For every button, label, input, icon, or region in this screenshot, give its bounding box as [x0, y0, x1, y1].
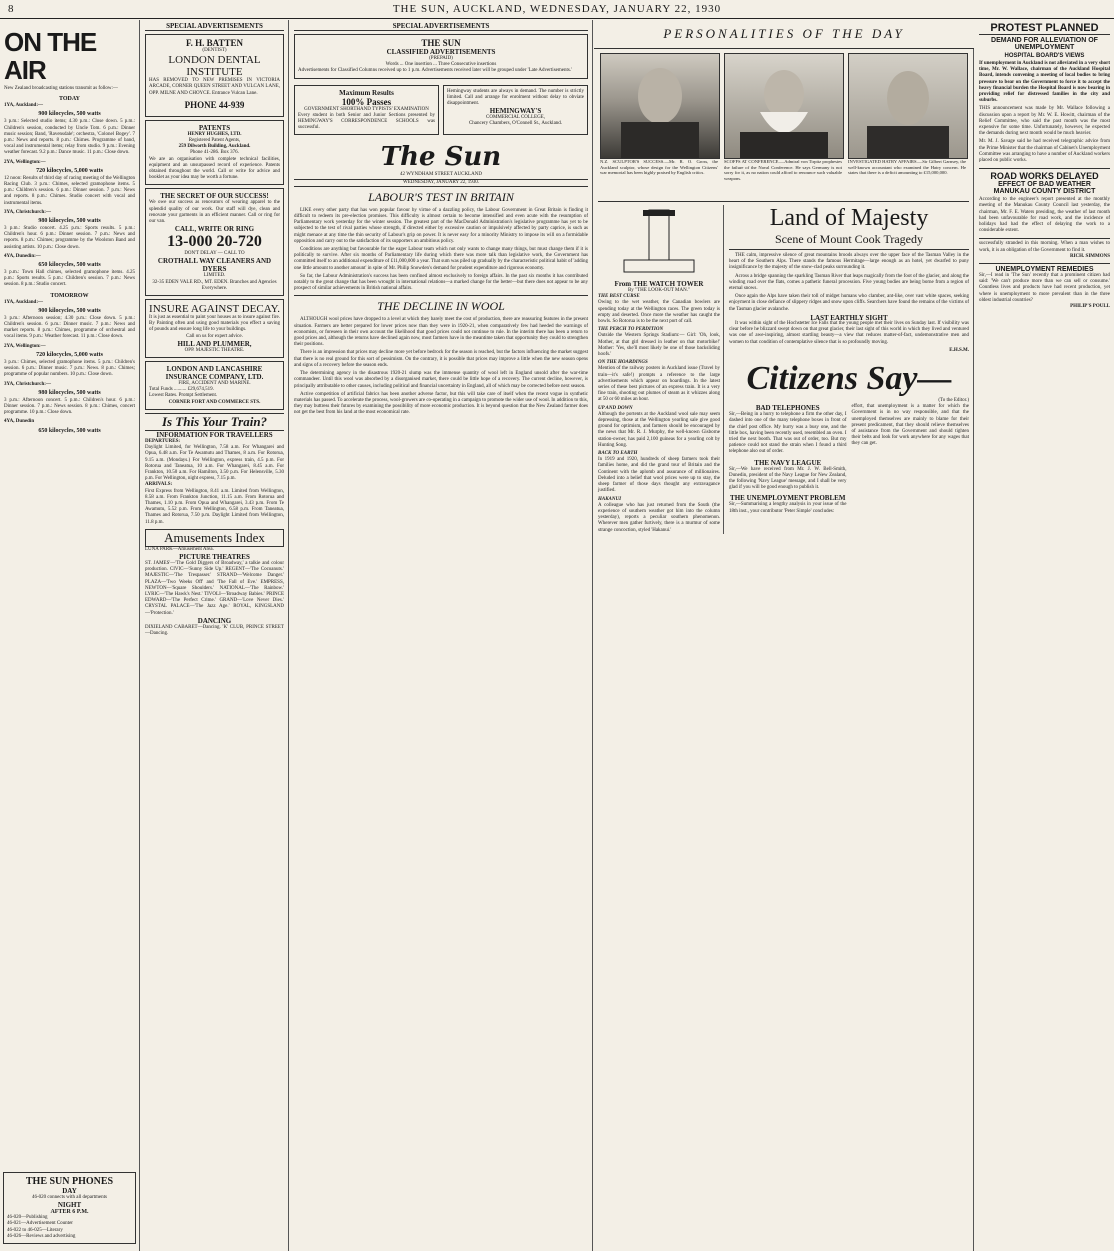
manukau-heading: MANUKAU COUNTY DISTRICT	[993, 188, 1096, 196]
patents-sub: Registered Patent Agents,	[188, 138, 241, 144]
backtoearth-body: In 1919 and 1920, hundreds of sheep farmers took their families home, and did the grand tour of Britain and the Continent with the aplomb and assurance of millionaires. Deluded into a belief that wool prices were up to stay, the sheep farmer of those days thought any extravagance justified.	[598, 457, 720, 494]
stamp-letter: successfully stranded in this morning. When a man wishes to work, it is an obligation of the Government to find it.	[979, 238, 1110, 253]
broadcast-intro: New Zealand broadcasting stations transmit as follow:—	[4, 86, 118, 91]
sun-phones-title: THE SUN PHONES	[25, 1175, 114, 1187]
max-results: Maximum Results	[339, 88, 394, 97]
hemingway-name: HEMINGWAY'S	[489, 107, 542, 116]
photo-row	[598, 51, 969, 201]
station-1ya-today: 1YA, Auckland:—	[4, 103, 43, 109]
arrivals-body: First Express from Wellington, 8.41 a.m. Limited from Wellington, 8.58 a.m. From Frankton Junction, 11.15 a.m. From Rotorua and Thames, 1.10 p.m. From Opua and Whangarei, 3.43 p.m. From Te Awamutu, 5.52 p.m. From Wellington, 6.58 p.m. From Taneatua, Thames and Rotorua, 7.50 p.m. Daylight Limited from Wellington, 11.8 p.m.	[145, 488, 284, 525]
batten-name: F. H. BATTEN	[185, 38, 243, 48]
column-special-ads	[141, 20, 289, 1251]
column-editorial	[290, 20, 593, 1251]
classified-title: THE SUN	[421, 38, 461, 48]
column-news	[975, 20, 1114, 1251]
remedies-signature: PHILIP'S POULL	[1070, 304, 1110, 310]
sun-phones-box	[3, 1172, 136, 1244]
letters-continued: effort, that unemployment is a matter for which the Government is in no way responsible, and that the unemployed themselves are mainly to blame for their present predicament, that they should relieve themselves of assistance from the Government and should tighten their belts and look for work anywhere for any wages that they can get.	[851, 404, 969, 447]
road-works-sub: EFFECT OF BAD WEATHER	[998, 181, 1091, 189]
watch-tower-column	[598, 205, 724, 534]
secret-body: We owe our success as renovators of wearing apparel to the splendid quality of our work. Our staff will dye, clean and renovate your garments in an efficient manner. Call or ring for our van.	[149, 200, 280, 225]
watch-tower-icon	[619, 205, 699, 275]
watch-tower-label: From THE WATCH TOWER	[614, 280, 704, 288]
perdition-heading: THE PERCH TO PERDITION	[598, 327, 664, 333]
protest-heading: PROTEST PLANNED	[979, 22, 1110, 35]
station-3ya-tomorrow-kc: 980 kilocycles, 500 watts	[38, 389, 101, 396]
navy-league-heading: THE NAVY LEAGUE	[754, 458, 822, 467]
majesty-para: Across a bridge spanning the sparkling Tasman River that leaps magically from the foot of the glacier, and along the winding road over the flats, comes a pathetic funeral procession. Five young bodies are being borne from a region of eternal snows.	[729, 273, 969, 292]
classified-note: Advertisements for Classified Columns received up to 1 p.m. Advertisements received later will be grouped under 'Late Advertisements.'	[298, 68, 572, 74]
portrait-tirpitz-icon	[725, 54, 843, 158]
features-lower	[598, 201, 969, 534]
labour-para: So far, the Labour Administration's success has been confined almost exclusively to foreign affairs. In the past six months it has contributed notably to the great change that has been wrought in international relations—a marked change for the better—but there does not appear to be any prospect of similar achievements in British national affairs.	[294, 273, 588, 292]
patents-body: We are an organisation with complete technical facilities, equipment and an unsurpassed record of experience. Patents obtained throughout the world. Call or write for advice and booklet as your idea may be worth a fortune.	[149, 156, 280, 181]
protest-lead: If unemployment in Auckland is not alleviated in a very short time, Mr. W. Wallace, chairman of the Auckland Hospital Board, intends convening a meeting of local bodies to bring pressure to bear on the Government to force it to accept the heavy financial burden the Hospital Board is now bearing in providing relief for distressed families in the city and suburbs.	[979, 61, 1110, 104]
wool-para: The determining agency in the disastrous 1920-21 slump was the immense quantity of wool left in England unsold after the war-time commandeer. Until this wool was absorbed by a disorganised market, there could be little hope of a recovery. The current decline, however, is principally attributable to other causes, including political and financial uncertainty in England, all of which may be corrected before next season.	[294, 371, 588, 389]
last-sight-heading: LAST EARTHLY SIGHT	[810, 313, 888, 322]
hemingway-results-ad	[294, 85, 439, 136]
personalities-banner: PERSONALITIES OF THE DAY	[594, 20, 974, 49]
sun-phone-line: 46-021—Advertisement Counter	[7, 1221, 73, 1227]
insure-ad	[145, 299, 284, 358]
unemployment-problem-body: Sir,—Summarising a lengthy analysis in your issue of the 18th inst., your contributor 'Peter Simple' concludes:	[729, 502, 847, 514]
pictures-heading: PICTURE THEATRES	[179, 552, 250, 561]
majesty-para: THE calm, impressive silence of great mountains broods always over the upper face of the Tasman Valley in the heart of the Southern Alps. There stands the famous Hermitage—large enough as an hotel, yet dwarfed to puny insignificance by the majesty of the snow-clad peaks surrounding it.	[729, 253, 969, 271]
station-3ya-tomorrow: 3YA, Christchurch:—	[4, 381, 51, 387]
letters-left	[729, 404, 847, 515]
labour-heading: LABOUR'S TEST IN BRITAIN	[368, 189, 514, 204]
classified-sub: CLASSIFIED ADVERTISEMENTS	[386, 48, 496, 56]
station-2ya-body: 12 noon: Results of third day of racing meeting of the Wellington Racing Club. 3 p.m.: Chimes, selected gramophone items. 5 p.m.: Children's session. 6 p.m.: Dinner session. 7 p.m.: News and reports. 8 p.m.: Chimes. Studio concert with vocal and instrumental items.	[4, 175, 135, 206]
patents-address: 259 Dilworth Building, Auckland.	[178, 144, 251, 150]
station-3ya-kc: 980 kilocycles, 500 watts	[38, 218, 101, 225]
hakanui-body: A colleague who has just returned from the South (the experience of southern weather got him into the column yesterday), reports a peculiar southern phenomenon. Wherever men gather furtively, there is a murmur of some strange concoction, styled 'Hakanui.'	[598, 502, 720, 533]
train-heading: Is This Your Train?	[145, 413, 284, 431]
labour-para: Conditions are anything but favourable for the eager Labour team which not only wants to change many things, but must change them if it is politically to survive. After six months of Parliamentary life during which there was more talk than legislative work, the Government has committed itself to an additional expenditure of £11,000,000 a year. That sum was piled up gradually by the characteristic political habit of 'adding one little amount to another amount' in spite of Mr. Philip Snowden's demand for prudent expenditure and rigorous economy.	[294, 247, 588, 271]
letters	[729, 404, 969, 515]
sun-logo: The Sun	[380, 142, 502, 173]
sun-address: 42 WYNDHAM STREET AUCKLAND	[400, 172, 482, 178]
majesty-heading: Land of Majesty	[769, 205, 929, 231]
best-curse-body: Owing to the wet weather, the Canadian bowlers are spending today at the Wellington races. The green today is empty and deserted. Once more the weather has caught the bowls. So Rotorua is to be the next port of call.	[598, 300, 720, 325]
sun-phone-line: 46-022 to 46-025—Literary	[7, 1227, 63, 1233]
portrait-gross	[600, 53, 720, 159]
navy-league-body: Sir,—We have received from Mr. J. W. Bell-Smith, Dunedin, president of the Navy League for New Zealand, the following 'Navy League' message, and I shall be very glad if you will be good enough to publish it.	[729, 466, 847, 491]
portrait-garnsey-icon	[849, 54, 967, 158]
station-4ya-body: 3 p.m.: Town Hall chimes, selected gramophone items. 4.25 p.m.: Sports results. 5 p.m.: Children's session. 7 p.m.: News session. 8 p.m.: Studio concert.	[4, 270, 135, 288]
protest-body-2: Mr. M. J. Savage said he had received telegraphic advice from the Prime Minister that the chairman of Cabinet's Unemployment Committee was arranging to have a number of Auckland workers placed on public works.	[979, 139, 1110, 164]
classified-rates: Words ... One insertion ... Three Consecutive insertions	[385, 62, 497, 68]
watch-tower-by: By "THE LOOK-OUT MAN."	[627, 288, 691, 293]
batten-ad	[145, 34, 284, 117]
luna-park: LUNA PARK—Amusement Area.	[145, 546, 214, 552]
hemingway-address: Chancery Chambers, O'Connell St., Auckland.	[468, 121, 563, 127]
station-3ya-body: 3 p.m.: Studio concert. 4.25 p.m.: Sports results. 5 p.m.: Children's hour. 6 p.m.: Dinner session. 7 p.m.: News and reports. 8 p.m.: Chimes; programme by the Woolston Band and assisting artists. 10 p.m.: Close down.	[4, 226, 135, 250]
sun-phones-day: DAY	[62, 1186, 77, 1195]
insure-call: Call on us for expert advice.	[186, 333, 243, 339]
column-features	[594, 49, 974, 1251]
labour-body	[294, 208, 588, 293]
station-1ya-kc: 900 kilocycles, 500 watts	[38, 111, 101, 118]
sun-phones-day-note: 46-020 connects with all departments	[32, 1194, 107, 1200]
remedies-body: Sir,—I read in 'The Sun' recently that a prominent citizen had said: 'We can't produce more than we can sell or consume.' Countless lives and products have had recent production, yet where is unemployment to more prevalent than in the three oldest industrial countries?	[979, 273, 1110, 303]
bad-telephones-body: Sir,—Being in a hurry to telephone a firm the other day, I dashed into one of the many telephone boxes in front of the chief post office. My hurry was a busy one, and the little box, having been recently used, resembled an oven. I tried the next booth. That was out of order, too. But my patience could not stand the strain when I found a third telephone also out of order.	[729, 412, 847, 455]
column-on-the-air	[0, 20, 140, 1251]
patents-ad	[145, 120, 284, 186]
lancs-rates: Lowest Rates. Prompt Settlement.	[149, 393, 218, 399]
dont-delay: DON'T DELAY — CALL TO	[184, 251, 245, 257]
dancing-body: DIXIELAND CABARET—Dancing. 'K' CLUB, PRINCE STREET—Dancing.	[145, 624, 284, 636]
crothall-phone-numbers: 13-000 20-720	[167, 233, 262, 251]
caption-tirpitz: SCOFFS AT CONFERENCE.—Admiral von Tirpitz prophesies the failure of the Naval Conference. He says Germany is not sorry for it, as no nation could afford to renounce such valuable weapons.	[724, 159, 842, 181]
bad-telephones-heading: BAD TELEPHONES	[755, 404, 820, 413]
special-ads-header: SPECIAL ADVERTISEMENTS	[145, 22, 284, 31]
pictures-body: ST. JAMES'—'The Gold Diggers of Broadway,' a talkie and colour production. CIVIC—'Sunny Side Up.' REGENT—'The Cocoanuts.' MAJESTIC—'The Trespasser.' STRAND—'Welcome Danger.' PLAZA—'Two Weeks Off' and 'The Fall of Eve.' EMPRESS, NEWTON—'Square Shoulders.' NATIONAL—'The Rainbow.' LYRIC—'The Hawk's Nest.' TIVOLI—'Broadway Babies.' PRINCE EDWARD—'The Perfect Crime.' GRAND—'Love Never Dies.' CRYSTAL PALACE—'The Jazz Age.' ROYAL, KINGSLAND—'Protection.'	[145, 560, 284, 616]
hoardings-heading: ON THE HOARDINGS	[598, 360, 648, 366]
dancing-heading: DANCING	[197, 616, 232, 625]
crothall-ad	[145, 188, 284, 296]
watch-tower-logo	[598, 205, 720, 280]
wool-heading: THE DECLINE IN WOOL	[377, 299, 505, 314]
traveller-info: INFORMATION FOR TRAVELLERS	[156, 430, 273, 439]
station-1ya-tomorrow-body: 3 p.m.: Afternoon session; 4.30 p.m.: Close down. 5 p.m.: Children's session. 6 p.m.: Dinner music. 7 p.m.: News and market reports. 8 p.m.: Chimes, programme of orchestral and vocal items. 9 p.m.: Weather forecast. 11 p.m.: Close down.	[4, 315, 135, 340]
amusements-heading: Amusements Index	[145, 529, 284, 547]
hoardings-body: Mention of the railway posters in Auckland issue (Travel by train—it's safe!) prompts a reference to the large advertisements which appear on hoardings. In the latest series of these best pictures of an express train. It is a very fine train, shooting out plumes of steam as it whizzes along at 50 or 60 miles an hour.	[598, 366, 720, 403]
majesty-signature: E.H.S.M.	[949, 347, 969, 353]
lancs-funds: Total Funds .......... £29,674,519.	[149, 387, 214, 393]
portrait-tirpitz	[724, 53, 844, 159]
portrait-garnsey	[848, 53, 968, 159]
insure-body: It is just as essential to paint your houses as to insure against fire. By Painting often and using good materials you effect a saving of pounds and ensure long life to your buildings.	[149, 315, 280, 333]
protest-body: THIS announcement was made by Mr. Wallace following a discussion upon a report by Mr. W. E. Howitt, chairman of the Relief Committee, who said the past month was the most expensive for some time. Unfortunately, however, he expected the demands during next month would be much heavier.	[979, 106, 1110, 137]
secret-heading: THE SECRET OF OUR SUCCESS!	[160, 192, 269, 201]
classified-box	[294, 34, 588, 79]
majesty-sub: Scene of Mount Cook Tragedy	[729, 232, 969, 250]
perdition-body: Outside the Western Springs Stadium:— Girl: 'Oh, look, Mother, at that girl dressed in leather on that motorbike!' Mother: 'Yes, she'll most likely be one of those backsliding hoofs.'	[598, 333, 720, 358]
station-2ya-tomorrow-body: 3 p.m.: Chimes, selected gramophone items. 5 p.m.: Children's session. 6 p.m.: Dinner music. 7 p.m.: News. 8 p.m.: Chimes; programme of popular numbers. 10 p.m.: Close down.	[4, 359, 135, 378]
wool-para: ALTHOUGH wool prices have dropped to a level at which they barely meet the cost of production, there are reassuring features in the present situation. Farmers are better prepared for lower prices now than they were in 1920-21, when comparatively few had heeded the warnings of economists, or foreseen in their own account the likelihood that good prices could not continue to rule. In the interim there has been a return to good prices and, although the returns have declined again now, most farmers have in the meantime taken that opportunity they could to strengthen their positions.	[294, 317, 588, 348]
insure-heading: INSURE AGAINST DECAY.	[149, 303, 280, 316]
call-write-ring: CALL, WRITE OR RING	[174, 225, 255, 234]
station-1ya-body: 3 p.m.: Selected studio items; 4.30 p.m.: Close down. 5 p.m.: Children's session, conducted by Uncle Tom. 6 p.m.: Dinner music session; Band, 'Ravensdale'; orchestra, 'Colonel Bogey'. 7 p.m.: News and reports. 8 p.m.: Chimes. Programme of band, vocal and instrumental items; relay from studio. 9 p.m.: Evening weather forecast. 9.2 p.m.: Dance music. 11 p.m.: Close down.	[4, 119, 135, 156]
updown-heading: UP AND DOWN	[598, 405, 633, 411]
labour-para: LIKE every other party that has won popular favour by virtue of a dazzling policy, the Labour Government in Great Britain is finding it difficult to redeem its pre-election promises. This difficulty is almost certain to become intensified and even acute with the resumption of Parliamentary work yesterday for the winter session. The greatest part of the MacDonald Administration's legislative programme has yet to be subjected to the test of rival parties whose strength, if directed either by excessive caution or impulsively affected by party caprice, is such as might menace at any time the thin security of Labour's grip on power. It is never easy for a minority Ministry to impose its will on a formidable opposition and carry out to the satisfaction of its supporters an ambitious policy.	[294, 207, 588, 244]
on-the-air-title: ON THE AIR	[4, 27, 97, 85]
caption-gross: N.Z. SCULPTOR'S SUCCESS.—Mr. R. O. Gross, the Auckland sculptor, whose design for the Wellington Citizens' war memorial has been highly praised by English critics.	[600, 159, 718, 176]
lancs-address: CORNER FORT AND COMMERCE STS.	[168, 399, 261, 405]
letters-right	[852, 404, 970, 515]
majesty-column	[729, 205, 969, 534]
remedies-heading: UNEMPLOYMENT REMEDIES	[979, 263, 1110, 273]
lancs-sub: FIRE, ACCIDENT AND MARINE.	[178, 381, 251, 387]
citizens-say-sub: (To the Editor.)	[938, 398, 969, 404]
road-works-body: According to the engineer's report presented at the monthly meeting of the Manukau County Council last yesterday, the chairman, Mr. F. E. Waters presiding, the weather of last month had been unfavourable for road work, and the incidence of holidays had had the effect of delaying the work to a considerable extent.	[979, 197, 1110, 234]
station-1ya-tomorrow-kc: 900 kilocycles, 500 watts	[38, 307, 101, 314]
citizens-say-heading: Citizens Say—	[746, 360, 952, 398]
wool-body	[294, 317, 588, 416]
station-2ya-kc: 720 kilocycles, 5,000 watts	[36, 167, 103, 174]
station-3ya-tomorrow-body: 3 p.m.: Afternoon concert. 5 p.m.: Children's hour. 6 p.m.: Dinner session. 7 p.m.: News session. 8 p.m.: Chimes, concert programme. 10 p.m.: Close down.	[4, 397, 135, 416]
sun-phone-line: 46-020—Publishing	[7, 1215, 48, 1221]
gov-body: Every student in both Senior and Junior Sections presented by HEMINGWAY'S CORRESPONDENCE SCHOOLS was successful.	[298, 112, 435, 131]
departures-body: Daylight Limited, for Wellington, 7.58 a.m. For Whangarei and Opua, 6.48 a.m. For Te Awamutu and Thames, 8 a.m. For Rotorua, 9.15 a.m. (Mondays.) For Wellington, express train, 4.5 p.m. For Rotorua and Taneatua, 10 a.m. For Whangarei, 8.45 a.m. For Frankton, 10.50 a.m. For Hamilton, 3.50 p.m. For Helensville, 5.30 p.m. For Wellington, night express, 7.15 p.m.	[145, 445, 284, 482]
masthead-title: THE SUN, AUCKLAND, WEDNESDAY, JANUARY 22, 1930	[392, 3, 722, 15]
crothall-name: CROTHALL WAY CLEANERS AND DYERS	[157, 257, 272, 274]
max-percent: 100% Passes	[341, 96, 392, 107]
hospital-heading: HOSPITAL BOARD'S VIEWS	[1004, 53, 1085, 59]
station-4ya-tomorrow-kc: 650 kilocycles, 500 watts	[38, 427, 101, 434]
backtoearth-heading: BACK TO EARTH	[598, 451, 638, 457]
hemingway-ads	[294, 82, 588, 139]
hemingway-body: Hemingway students are always in demand. The number is strictly limited. Call and arrange for enrolment without delay to obviate disappointment.	[447, 88, 584, 107]
unemployment-problem-heading: THE UNEMPLOYMENT PROBLEM	[730, 494, 846, 503]
lancs-title: LONDON AND LANCASHIRE INSURANCE COMPANY, LTD.	[165, 365, 264, 382]
patents-name: HENRY HUGHES, LTD.	[187, 131, 242, 137]
station-2ya-tomorrow-kc: 720 kilocycles, 5,000 watts	[36, 351, 103, 358]
today-heading: TODAY	[58, 96, 80, 103]
arrivals-heading: ARRIVALS:	[145, 482, 173, 488]
patents-title: PATENTS	[198, 123, 231, 132]
majesty-body	[729, 253, 969, 354]
station-3ya-today: 3YA, Christchurch:—	[4, 209, 51, 215]
best-curse-heading: THE BEST CURSE	[598, 294, 640, 300]
station-1ya-tomorrow: 1YA, Auckland:—	[4, 299, 43, 305]
batten-sub: (DENTIST)	[202, 48, 227, 53]
station-4ya-kc: 650 kilocycles, 500 watts	[38, 262, 101, 269]
wool-para: Active competition of artificial fabrics has been another adverse factor, but this will take care of itself when the recent vogue in synthetic materials has passed. To accelerate the process, wool-growers are co-operating in a campaign to promote the wider use of wool. In addition to this, they may buttress their futures by examining the possibility of more economic production. It is beyond question that the New Zealand farmer does not get the best from his land at the most economical rate.	[294, 391, 588, 416]
sun-date: WEDNESDAY, JANUARY 22, 1930.	[294, 179, 588, 187]
hemingway-college-ad	[443, 85, 588, 136]
stamp-signature: RICH. SIMMONS	[1069, 253, 1110, 259]
gov-exam: GOVERNMENT SHORTHAND TYPISTS' EXAMINATION	[304, 106, 429, 112]
patents-phone: Phone 41-286. Box 376.	[190, 150, 239, 156]
station-4ya-today: 4YA, Dunedin:—	[4, 253, 41, 259]
london-dental-phone: PHONE 44-939	[184, 99, 245, 110]
crothall-address: 32-35 EDEN VALE RD., MT. EDEN. Branches and Agencies Everywhere.	[152, 279, 277, 291]
classified-prepaid: (PREPAID)	[429, 56, 453, 61]
departures-heading: DEPARTURES:	[145, 438, 181, 444]
hill-plummer-sub: OPP. MAJESTIC THEATRE.	[184, 347, 245, 353]
majesty-para: It was within sight of the Hochstetter Ice Falls that the young people met their lives on Sunday last. If visibility was clear before he blizzard swept down on that great glacier, their last sight of this world in which they lived and ventured was one of awe-inspiring, almost startling beauty—a view that reduces matter-of-fact, undemonstrative men and women to that condition of contemplative silence that is so profoundly moving.	[729, 321, 969, 345]
portrait-gross-icon	[601, 54, 719, 158]
hakanui-heading: HAKANUI	[598, 496, 622, 502]
caption-garnsey: INVESTIGATED HATRY AFFAIRS.—Sir Gilbert Garnsey, the well-known accountant who examined the Hatry concern. He states that there is a deficit amounting to £15,000,000.	[848, 159, 966, 176]
page-number: 8	[8, 3, 14, 15]
sun-phones-night: NIGHT	[57, 1201, 82, 1210]
majesty-para: Once again the Alps have taken their toll of midget humans who clamber, ant-like, over vast white spaces, seeking enjoyment in close defiance of slippery ridges and snow upon cliffs. Searchers have found the remains of the victims of the Tasman glacier avalanche.	[729, 294, 969, 312]
station-2ya-tomorrow: 2YA, Wellington:—	[4, 343, 46, 349]
crothall-limited: LIMITED.	[203, 273, 226, 279]
hill-plummer: HILL AND PLUMMER,	[177, 339, 252, 348]
wool-para: There is an impression that prices may decline more yet before bedrock for the season is reached, but the factors influencing the market suggest that there is no real ground for this sort of pessimism. On the contrary, it is possible that prices may improve a little when the new season opens and signs of a recovery before the season ends.	[294, 350, 588, 368]
station-2ya-today: 2YA, Wellington:—	[4, 159, 46, 165]
sun-phone-line: 46-026—Reviews and advertising	[7, 1233, 76, 1239]
lancs-ad	[145, 361, 284, 410]
sun-phones-after: AFTER 6 P.M.	[50, 1209, 89, 1216]
updown-body: Although the portents at the Auckland wool sale may seem depressing, those at the Wellington yearling sale give good ground for optimism, and farmers should be encouraged by the news that Mr. R. J. Murphy, the well-known Gisborne station-owner, has paid 2,100 guineas for a yearling colt by Hunting Song.	[598, 411, 720, 448]
road-works-heading: ROAD WORKS DELAYED	[979, 168, 1110, 181]
london-dental-title: LONDON DENTAL INSTITUTE	[168, 54, 261, 79]
london-dental-body: HAS REMOVED TO NEW PREMISES IN VICTORIA ARCADE, CORNER QUEEN STREET AND VULCAN LANE, OPP. MILNE AND CHOYCE. Entrance Vulcan Lane.	[149, 78, 280, 96]
special-ads-header-2: SPECIAL ADVERTISEMENTS	[294, 22, 588, 31]
protest-demand: DEMAND FOR ALLEVIATION OF UNEMPLOYMENT	[991, 37, 1098, 51]
masthead	[0, 0, 1114, 19]
tomorrow-heading: TOMORROW	[50, 292, 89, 299]
editorial-divider	[294, 295, 588, 296]
station-4ya-tomorrow: 4YA, Dunedin	[4, 419, 35, 425]
hemingway-college: COMMERCIAL COLLEGE,	[486, 115, 545, 121]
